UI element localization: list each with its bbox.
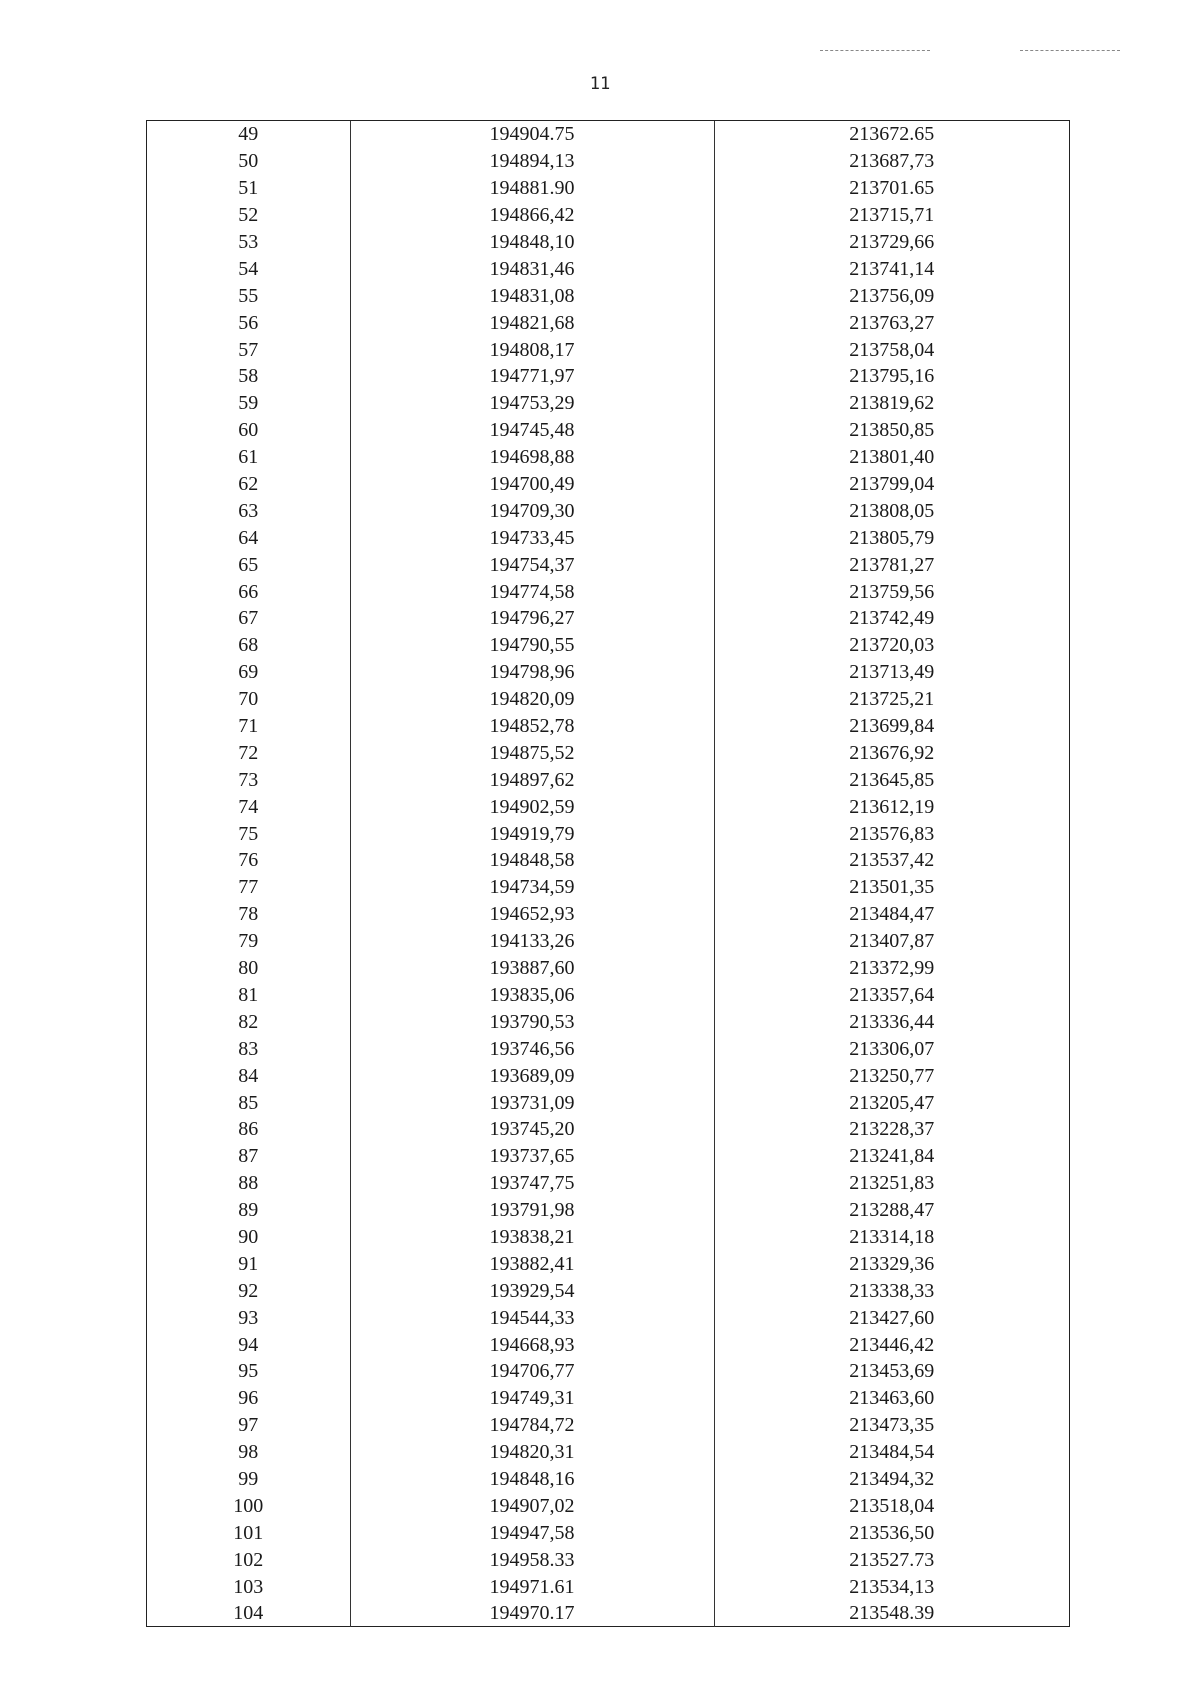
- x-coordinate-cell: 194971.61: [350, 1573, 714, 1600]
- x-coordinate-cell: 193887,60: [350, 955, 714, 982]
- point-number-cell: 74: [147, 793, 350, 820]
- scan-artifact: [820, 50, 930, 52]
- y-coordinate-cell: 213484,54: [849, 1441, 935, 1464]
- y-coordinate-cell: 213720,03: [849, 634, 935, 657]
- table-row: [147, 874, 1069, 901]
- y-coordinate-cell: 213756,09: [849, 284, 935, 307]
- table-row: [147, 686, 1069, 713]
- point-number-cell: 93: [147, 1304, 350, 1331]
- point-number-cell: 83: [147, 1035, 350, 1062]
- y-coordinate-cell: 213484,47: [849, 903, 935, 926]
- table-row: [147, 928, 1069, 955]
- y-coordinate-cell: 213758,04: [849, 338, 935, 361]
- x-coordinate-cell: 194907,02: [350, 1492, 714, 1519]
- x-coordinate-cell: 194919,79: [350, 820, 714, 847]
- point-number-cell: 73: [147, 766, 350, 793]
- x-coordinate-cell: 194894,13: [350, 148, 714, 175]
- table-row: [147, 901, 1069, 928]
- point-number-cell: 71: [147, 713, 350, 740]
- point-number-cell: 99: [147, 1466, 350, 1493]
- point-number-cell: 98: [147, 1439, 350, 1466]
- table-row: [147, 713, 1069, 740]
- y-coordinate-cell: 213228,37: [849, 1118, 935, 1141]
- point-number-cell: 100: [147, 1492, 350, 1519]
- point-number-cell: 63: [147, 497, 350, 524]
- table-row: [147, 632, 1069, 659]
- y-coordinate-cell: 213250,77: [849, 1064, 935, 1087]
- point-number-cell: 102: [147, 1546, 350, 1573]
- y-coordinate-cell: 213306,07: [849, 1037, 935, 1060]
- table-row: [147, 1035, 1069, 1062]
- point-number-cell: 84: [147, 1062, 350, 1089]
- table-row: [147, 551, 1069, 578]
- y-coordinate-cell: 213241,84: [849, 1145, 935, 1168]
- x-coordinate-cell: 194904.75: [350, 121, 714, 148]
- y-coordinate-cell: 213494,32: [849, 1467, 935, 1490]
- point-number-cell: 49: [147, 121, 350, 148]
- table-row: [147, 417, 1069, 444]
- y-coordinate-cell: 213576,83: [849, 822, 935, 845]
- table-row: [147, 605, 1069, 632]
- point-number-cell: 57: [147, 336, 350, 363]
- table-row: [147, 336, 1069, 363]
- y-coordinate-cell: 213463,60: [849, 1387, 935, 1410]
- x-coordinate-cell: 194790,55: [350, 632, 714, 659]
- table-row: [147, 229, 1069, 256]
- y-coordinate-cell: 213534,13: [849, 1575, 935, 1598]
- table-row: [147, 444, 1069, 471]
- x-coordinate-cell: 194133,26: [350, 928, 714, 955]
- point-number-cell: 54: [147, 255, 350, 282]
- y-coordinate-cell: 213801,40: [849, 446, 935, 469]
- x-coordinate-cell: 193737,65: [350, 1143, 714, 1170]
- x-coordinate-cell: 194784,72: [350, 1412, 714, 1439]
- table-row: [147, 1116, 1069, 1143]
- y-coordinate-cell: 213759,56: [849, 580, 935, 603]
- point-number-cell: 66: [147, 578, 350, 605]
- point-number-cell: 92: [147, 1277, 350, 1304]
- table-row: [147, 175, 1069, 202]
- x-coordinate-cell: 194820,31: [350, 1439, 714, 1466]
- x-coordinate-cell: 194700,49: [350, 471, 714, 498]
- y-coordinate-cell: 213676,92: [849, 741, 935, 764]
- y-coordinate-cell: 213537,42: [849, 849, 935, 872]
- table-row: [147, 1519, 1069, 1546]
- table-row: [147, 1143, 1069, 1170]
- x-coordinate-cell: 194958.33: [350, 1546, 714, 1573]
- x-coordinate-cell: 194753,29: [350, 390, 714, 417]
- table-row: [147, 202, 1069, 229]
- y-coordinate-cell: 213725,21: [849, 688, 935, 711]
- x-coordinate-cell: 194771,97: [350, 363, 714, 390]
- y-coordinate-cell: 213251,83: [849, 1172, 935, 1195]
- table-row: [147, 497, 1069, 524]
- table-row: [147, 739, 1069, 766]
- y-coordinate-cell: 213699,84: [849, 715, 935, 738]
- table-row: [147, 578, 1069, 605]
- table-row: [147, 148, 1069, 175]
- point-number-cell: 55: [147, 282, 350, 309]
- y-coordinate-cell: 213729,66: [849, 231, 935, 253]
- point-number-cell: 91: [147, 1250, 350, 1277]
- point-number-cell: 75: [147, 820, 350, 847]
- x-coordinate-cell: 193731,09: [350, 1089, 714, 1116]
- x-coordinate-cell: 193746,56: [350, 1035, 714, 1062]
- x-coordinate-cell: 193689,09: [350, 1062, 714, 1089]
- scan-artifact: [1020, 50, 1120, 52]
- point-number-cell: 67: [147, 605, 350, 632]
- y-coordinate-cell: 213427,60: [849, 1306, 935, 1329]
- x-coordinate-cell: 194852,78: [350, 713, 714, 740]
- x-coordinate-cell: 194897,62: [350, 766, 714, 793]
- y-coordinate-cell: 213713,49: [849, 661, 935, 684]
- x-coordinate-cell: 194709,30: [350, 497, 714, 524]
- y-coordinate-cell: 213808,05: [849, 499, 935, 522]
- y-coordinate-cell: 213288,47: [849, 1199, 935, 1222]
- y-coordinate-cell: 213763,27: [849, 311, 935, 334]
- point-number-cell: 86: [147, 1116, 350, 1143]
- coordinates-table-body: [147, 121, 1069, 1627]
- x-coordinate-cell: 194808,17: [350, 336, 714, 363]
- point-number-cell: 68: [147, 632, 350, 659]
- x-coordinate-cell: 194745,48: [350, 417, 714, 444]
- x-coordinate-cell: 194970.17: [350, 1600, 714, 1627]
- x-coordinate-cell: 194848,16: [350, 1466, 714, 1493]
- table-row: [147, 121, 1069, 148]
- x-coordinate-cell: 194902,59: [350, 793, 714, 820]
- coordinates-table-frame: [146, 120, 1070, 1627]
- table-row: [147, 1277, 1069, 1304]
- x-coordinate-cell: 193747,75: [350, 1170, 714, 1197]
- point-number-cell: 76: [147, 847, 350, 874]
- point-number-cell: 59: [147, 390, 350, 417]
- x-coordinate-cell: 193790,53: [350, 1008, 714, 1035]
- table-row: [147, 282, 1069, 309]
- x-coordinate-cell: 194796,27: [350, 605, 714, 632]
- x-coordinate-cell: 194544,33: [350, 1304, 714, 1331]
- y-coordinate-cell: 213672.65: [849, 123, 935, 146]
- x-coordinate-cell: 194774,58: [350, 578, 714, 605]
- x-coordinate-cell: 194733,45: [350, 524, 714, 551]
- y-coordinate-cell: 213536,50: [849, 1521, 935, 1544]
- point-number-cell: 56: [147, 309, 350, 336]
- table-row: [147, 1358, 1069, 1385]
- point-number-cell: 53: [147, 229, 350, 256]
- point-number-cell: 95: [147, 1358, 350, 1385]
- x-coordinate-cell: 193882,41: [350, 1250, 714, 1277]
- y-coordinate-cell: 213548.39: [849, 1602, 935, 1625]
- x-coordinate-cell: 194698,88: [350, 444, 714, 471]
- point-number-cell: 85: [147, 1089, 350, 1116]
- point-number-cell: 90: [147, 1224, 350, 1251]
- table-row: [147, 363, 1069, 390]
- table-row: [147, 1089, 1069, 1116]
- x-coordinate-cell: 194706,77: [350, 1358, 714, 1385]
- table-row: [147, 1492, 1069, 1519]
- point-number-cell: 70: [147, 686, 350, 713]
- coordinates-table: [147, 121, 1069, 1627]
- y-coordinate-cell: 213501,35: [849, 876, 935, 899]
- x-coordinate-cell: 193745,20: [350, 1116, 714, 1143]
- y-coordinate-cell: 213372,99: [849, 957, 935, 980]
- table-row: [147, 1385, 1069, 1412]
- y-coordinate-cell: 213473,35: [849, 1414, 935, 1437]
- y-coordinate-cell: 213805,79: [849, 526, 935, 549]
- table-row: [147, 1304, 1069, 1331]
- x-coordinate-cell: 194848,10: [350, 229, 714, 256]
- y-coordinate-cell: 213612,19: [849, 795, 935, 818]
- table-row: [147, 1439, 1069, 1466]
- y-coordinate-cell: 213742,49: [849, 607, 935, 630]
- table-row: [147, 1466, 1069, 1493]
- point-number-cell: 61: [147, 444, 350, 471]
- y-coordinate-cell: 213336,44: [849, 1010, 935, 1033]
- table-row: [147, 524, 1069, 551]
- y-coordinate-cell: 213687,73: [849, 150, 935, 173]
- x-coordinate-cell: 194848,58: [350, 847, 714, 874]
- table-row: [147, 1062, 1069, 1089]
- x-coordinate-cell: 194831,46: [350, 255, 714, 282]
- y-coordinate-cell: 213799,04: [849, 473, 935, 496]
- point-number-cell: 72: [147, 739, 350, 766]
- point-number-cell: 94: [147, 1331, 350, 1358]
- page-number: 11: [589, 74, 611, 94]
- y-coordinate-cell: 213850,85: [849, 419, 935, 442]
- x-coordinate-cell: 193929,54: [350, 1277, 714, 1304]
- point-number-cell: 62: [147, 471, 350, 498]
- table-row: [147, 659, 1069, 686]
- x-coordinate-cell: 193838,21: [350, 1224, 714, 1251]
- point-number-cell: 79: [147, 928, 350, 955]
- table-row: [147, 1412, 1069, 1439]
- y-coordinate-cell: 213715,71: [849, 204, 935, 227]
- y-coordinate-cell: 213645,85: [849, 768, 935, 791]
- point-number-cell: 65: [147, 551, 350, 578]
- x-coordinate-cell: 194754,37: [350, 551, 714, 578]
- x-coordinate-cell: 194652,93: [350, 901, 714, 928]
- x-coordinate-cell: 194798,96: [350, 659, 714, 686]
- x-coordinate-cell: 194947,58: [350, 1519, 714, 1546]
- table-row: [147, 1573, 1069, 1600]
- point-number-cell: 64: [147, 524, 350, 551]
- y-coordinate-cell: 213357,64: [849, 983, 935, 1006]
- table-row: [147, 390, 1069, 417]
- point-number-cell: 89: [147, 1197, 350, 1224]
- table-row: [147, 1250, 1069, 1277]
- point-number-cell: 60: [147, 417, 350, 444]
- x-coordinate-cell: 193791,98: [350, 1197, 714, 1224]
- x-coordinate-cell: 194734,59: [350, 874, 714, 901]
- y-coordinate-cell: 213205,47: [849, 1091, 935, 1114]
- x-coordinate-cell: 193835,06: [350, 982, 714, 1009]
- table-row: [147, 820, 1069, 847]
- table-row: [147, 955, 1069, 982]
- table-row: [147, 793, 1069, 820]
- point-number-cell: 77: [147, 874, 350, 901]
- y-coordinate-cell: 213453,69: [849, 1360, 935, 1383]
- x-coordinate-cell: 194831,08: [350, 282, 714, 309]
- table-row: [147, 1008, 1069, 1035]
- point-number-cell: 104: [147, 1600, 350, 1627]
- x-coordinate-cell: 194821,68: [350, 309, 714, 336]
- table-row: [147, 766, 1069, 793]
- point-number-cell: 82: [147, 1008, 350, 1035]
- y-coordinate-cell: 213795,16: [849, 365, 935, 388]
- x-coordinate-cell: 194875,52: [350, 739, 714, 766]
- table-row: [147, 1546, 1069, 1573]
- point-number-cell: 51: [147, 175, 350, 202]
- x-coordinate-cell: 194668,93: [350, 1331, 714, 1358]
- y-coordinate-cell: 213701.65: [849, 177, 935, 200]
- table-row: [147, 982, 1069, 1009]
- y-coordinate-cell: 213518,04: [849, 1494, 935, 1517]
- point-number-cell: 97: [147, 1412, 350, 1439]
- y-coordinate-cell: 213314,18: [849, 1225, 935, 1248]
- y-coordinate-cell: 213741,14: [849, 257, 935, 280]
- table-row: [147, 1224, 1069, 1251]
- point-number-cell: 87: [147, 1143, 350, 1170]
- x-coordinate-cell: 194881.90: [350, 175, 714, 202]
- x-coordinate-cell: 194749,31: [350, 1385, 714, 1412]
- y-coordinate-cell: 213338,33: [849, 1279, 935, 1302]
- y-coordinate-cell: 213329,36: [849, 1252, 935, 1275]
- point-number-cell: 58: [147, 363, 350, 390]
- x-coordinate-cell: 194820,09: [350, 686, 714, 713]
- table-row: [147, 1197, 1069, 1224]
- y-coordinate-cell: 213407,87: [849, 930, 935, 953]
- point-number-cell: 69: [147, 659, 350, 686]
- point-number-cell: 78: [147, 901, 350, 928]
- point-number-cell: 101: [147, 1519, 350, 1546]
- table-row: [147, 1331, 1069, 1358]
- y-coordinate-cell: 213781,27: [849, 553, 935, 576]
- point-number-cell: 80: [147, 955, 350, 982]
- x-coordinate-cell: 194866,42: [350, 202, 714, 229]
- table-row: [147, 1170, 1069, 1197]
- point-number-cell: 96: [147, 1385, 350, 1412]
- point-number-cell: 81: [147, 982, 350, 1009]
- table-row: [147, 255, 1069, 282]
- y-coordinate-cell: 213819,62: [849, 392, 935, 415]
- y-coordinate-cell: 213446,42: [849, 1333, 935, 1356]
- y-coordinate-cell: 213527.73: [849, 1548, 935, 1571]
- table-row: [147, 471, 1069, 498]
- point-number-cell: 103: [147, 1573, 350, 1600]
- point-number-cell: 50: [147, 148, 350, 175]
- point-number-cell: 52: [147, 202, 350, 229]
- table-row: [147, 1600, 1069, 1627]
- table-row: [147, 309, 1069, 336]
- table-row: [147, 847, 1069, 874]
- point-number-cell: 88: [147, 1170, 350, 1197]
